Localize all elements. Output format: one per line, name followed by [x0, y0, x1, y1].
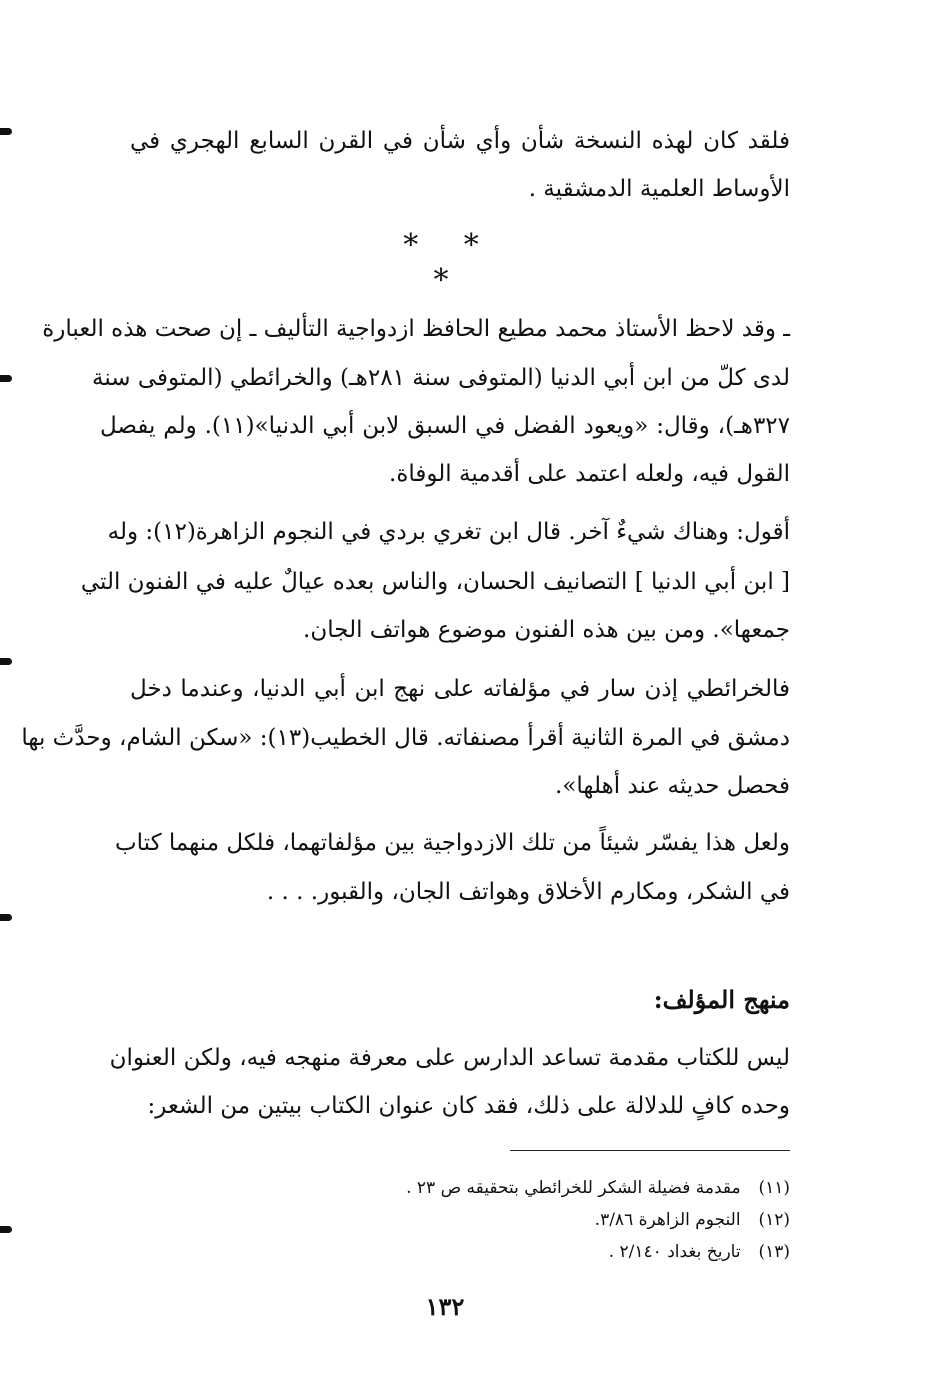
margin-mark — [0, 914, 12, 921]
paragraph-2-line-2: لدى كلّ من ابن أبي الدنيا (المتوفى سنة ٢٨١هـ) والخرائطي (المتوفى سنة — [92, 365, 790, 391]
paragraph-1-line-1: فلقد كان لهذه النسخة شأن وأي شأن في القرن السابع الهجري في — [130, 128, 790, 154]
paragraph-2-line-1: ـ وقد لاحظ الأستاذ محمد مطيع الحافظ ازدواجية التأليف ـ إن صحت هذه العبارة — [42, 316, 790, 342]
footnote-text: تاريخ بغداد ٢/١٤٠ . — [608, 1242, 741, 1262]
paragraph-4-line-2: دمشق في المرة الثانية أقرأ مصنفاته. قال الخطيب(١٣): «سكن الشام، وحدَّث بها — [21, 725, 790, 751]
paragraph-4-line-1: فالخرائطي إذن سار في مؤلفاته على نهج ابن أبي الدنيا، وعندما دخل — [130, 676, 790, 702]
footnote-number: (١٣) — [758, 1242, 790, 1262]
footnote — [595, 1208, 790, 1232]
paragraph-5-line-2: في الشكر، ومكارم الأخلاق وهواتف الجان، والقبور. . . . — [266, 879, 790, 905]
margin-mark — [0, 1226, 12, 1233]
page-number: ١٣٢ — [425, 1292, 465, 1321]
paragraph-5-line-1: ولعل هذا يفسّر شيئاً من تلك الازدواجية بين مؤلفاتهما، فلكل منهما كتاب — [115, 830, 790, 856]
footnote-divider — [510, 1150, 790, 1151]
paragraph-3-line-2: [ ابن أبي الدنيا ] التصانيف الحسان، والناس بعده عيالٌ عليه في الفنون التي — [80, 569, 790, 595]
footnote-text: النجوم الزاهرة ٣/٨٦. — [594, 1210, 741, 1230]
paragraph-2-line-4: القول فيه، ولعله اعتمد على أقدمية الوفاة. — [389, 461, 790, 487]
paragraph-1-line-2: الأوساط العلمية الدمشقية . — [528, 176, 790, 202]
paragraph-3-line-3: جمعها». ومن بين هذه الفنون موضوع هواتف الجان. — [303, 617, 790, 643]
margin-mark — [0, 375, 12, 382]
paragraph-4-line-3: فحصل حديثه عند أهلها». — [555, 773, 790, 799]
margin-mark — [0, 128, 12, 135]
footnote — [406, 1176, 790, 1200]
section-separator: * * * — [403, 228, 497, 298]
paragraph-2-line-3: ٣٢٧هـ)، وقال: «ويعود الفضل في السبق لابن أبي الدنيا»(١١). ولم يفصل — [100, 413, 791, 439]
footnote — [609, 1240, 790, 1264]
footnote-number: (١١) — [758, 1178, 790, 1198]
paragraph-6-line-2: وحده كافٍ للدلالة على ذلك، فقد كان عنوان الكتاب بيتين من الشعر: — [147, 1093, 790, 1119]
footnote-number: (١٢) — [758, 1210, 790, 1230]
section-heading: منهج المؤلف: — [653, 985, 790, 1014]
paragraph-3-line-1: أقول: وهناك شيءٌ آخر. قال ابن تغري بردي في النجوم الزاهرة(١٢): وله — [107, 519, 790, 545]
margin-mark — [0, 658, 12, 665]
paragraph-6-line-1: ليس للكتاب مقدمة تساعد الدارس على معرفة منهجه فيه، ولكن العنوان — [109, 1045, 790, 1071]
footnote-text: مقدمة فضيلة الشكر للخرائطي بتحقيقه ص ٢٣ . — [406, 1178, 741, 1198]
